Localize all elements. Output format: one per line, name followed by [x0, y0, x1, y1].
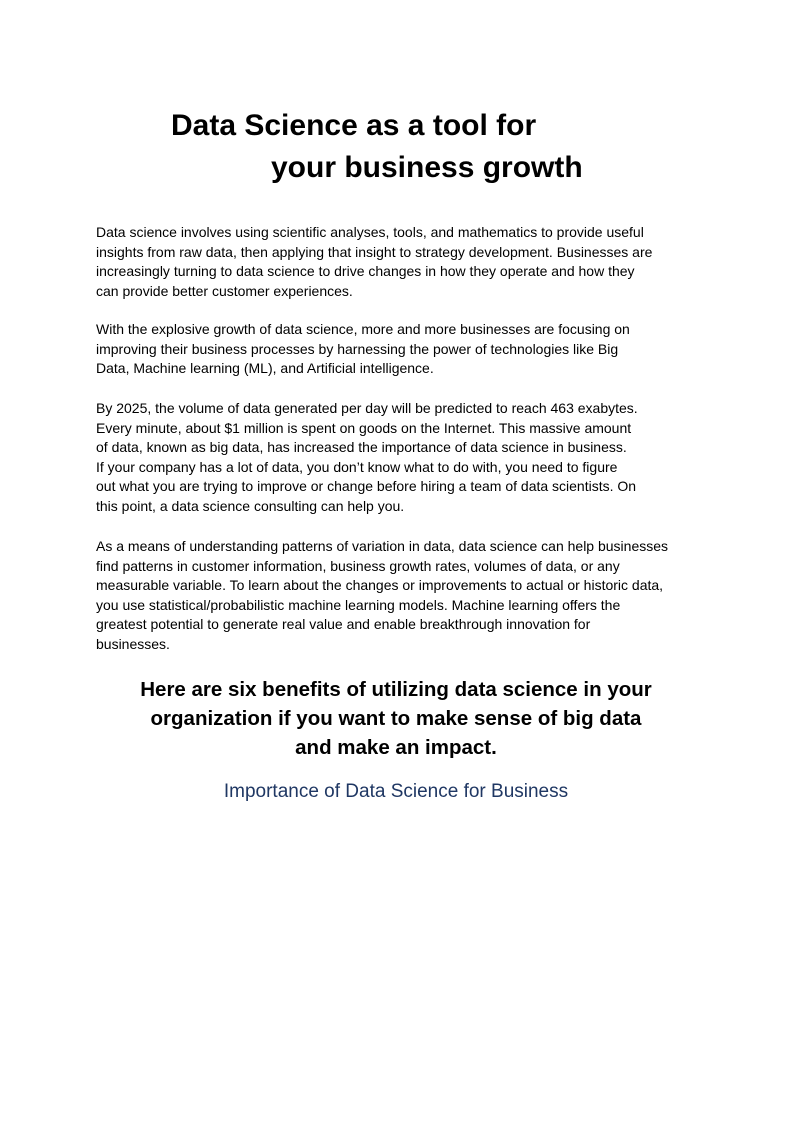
paragraph-data-volume: [96, 399, 706, 516]
paragraph-line: this point, a data science consulting can help you.: [96, 497, 405, 514]
paragraph-line: you use statistical/probabilistic machine learning models. Machine learning offers the: [96, 596, 621, 613]
paragraph-line: Data, Machine learning (ML), and Artificial intelligence.: [96, 360, 434, 376]
paragraph-growth: [96, 320, 706, 379]
paragraph-line: businesses.: [96, 635, 170, 652]
paragraph-patterns: [96, 537, 706, 654]
subheading-line: organization if you want to make sense of big data: [150, 707, 642, 730]
paragraph-line: measurable variable. To learn about the changes or improvements to actual or historic data,: [96, 577, 664, 593]
paragraph-line: out what you are trying to improve or change before hiring a team of data scientists. On: [96, 478, 637, 494]
paragraph-line: Every minute, about $1 million is spent on goods on the Internet. This massive amount: [96, 419, 632, 436]
paragraph-line: greatest potential to generate real value and enable breakthrough innovation for: [96, 616, 591, 632]
title-line-2: your business growth: [271, 151, 583, 184]
paragraph-line: can provide better customer experiences.: [96, 282, 353, 299]
benefits-subheading: [96, 675, 696, 762]
paragraph-line: If your company has a lot of data, you don’t know what to do with, you need to figure: [96, 458, 618, 475]
paragraph-line: of data, known as big data, has increased the importance of data science in business.: [96, 439, 627, 455]
subheading-line: and make an impact.: [295, 736, 497, 759]
subheading-line: Here are six benefits of utilizing data science in your: [140, 678, 652, 701]
paragraph-line: As a means of understanding patterns of variation in data, data science can help businesses: [96, 538, 669, 554]
paragraph-line: improving their business processes by harnessing the power of technologies like Big: [96, 340, 619, 357]
paragraph-line: With the explosive growth of data science, more and more businesses are focusing on: [96, 321, 630, 337]
paragraph-line: Data science involves using scientific analyses, tools, and mathematics to provide useful: [96, 224, 644, 240]
paragraph-line: find patterns in customer information, business growth rates, volumes of data, or any: [96, 557, 620, 574]
paragraph-line: increasingly turning to data science to drive changes in how they operate and how they: [96, 263, 635, 279]
section-heading: Importance of Data Science for Business: [223, 781, 569, 802]
paragraph-intro: [96, 223, 706, 301]
title-line-1: Data Science as a tool for: [171, 109, 537, 142]
paragraph-line: insights from raw data, then applying that insight to strategy development. Businesses are: [96, 243, 653, 260]
paragraph-line: By 2025, the volume of data generated per day will be predicted to reach 463 exabytes.: [96, 400, 638, 416]
